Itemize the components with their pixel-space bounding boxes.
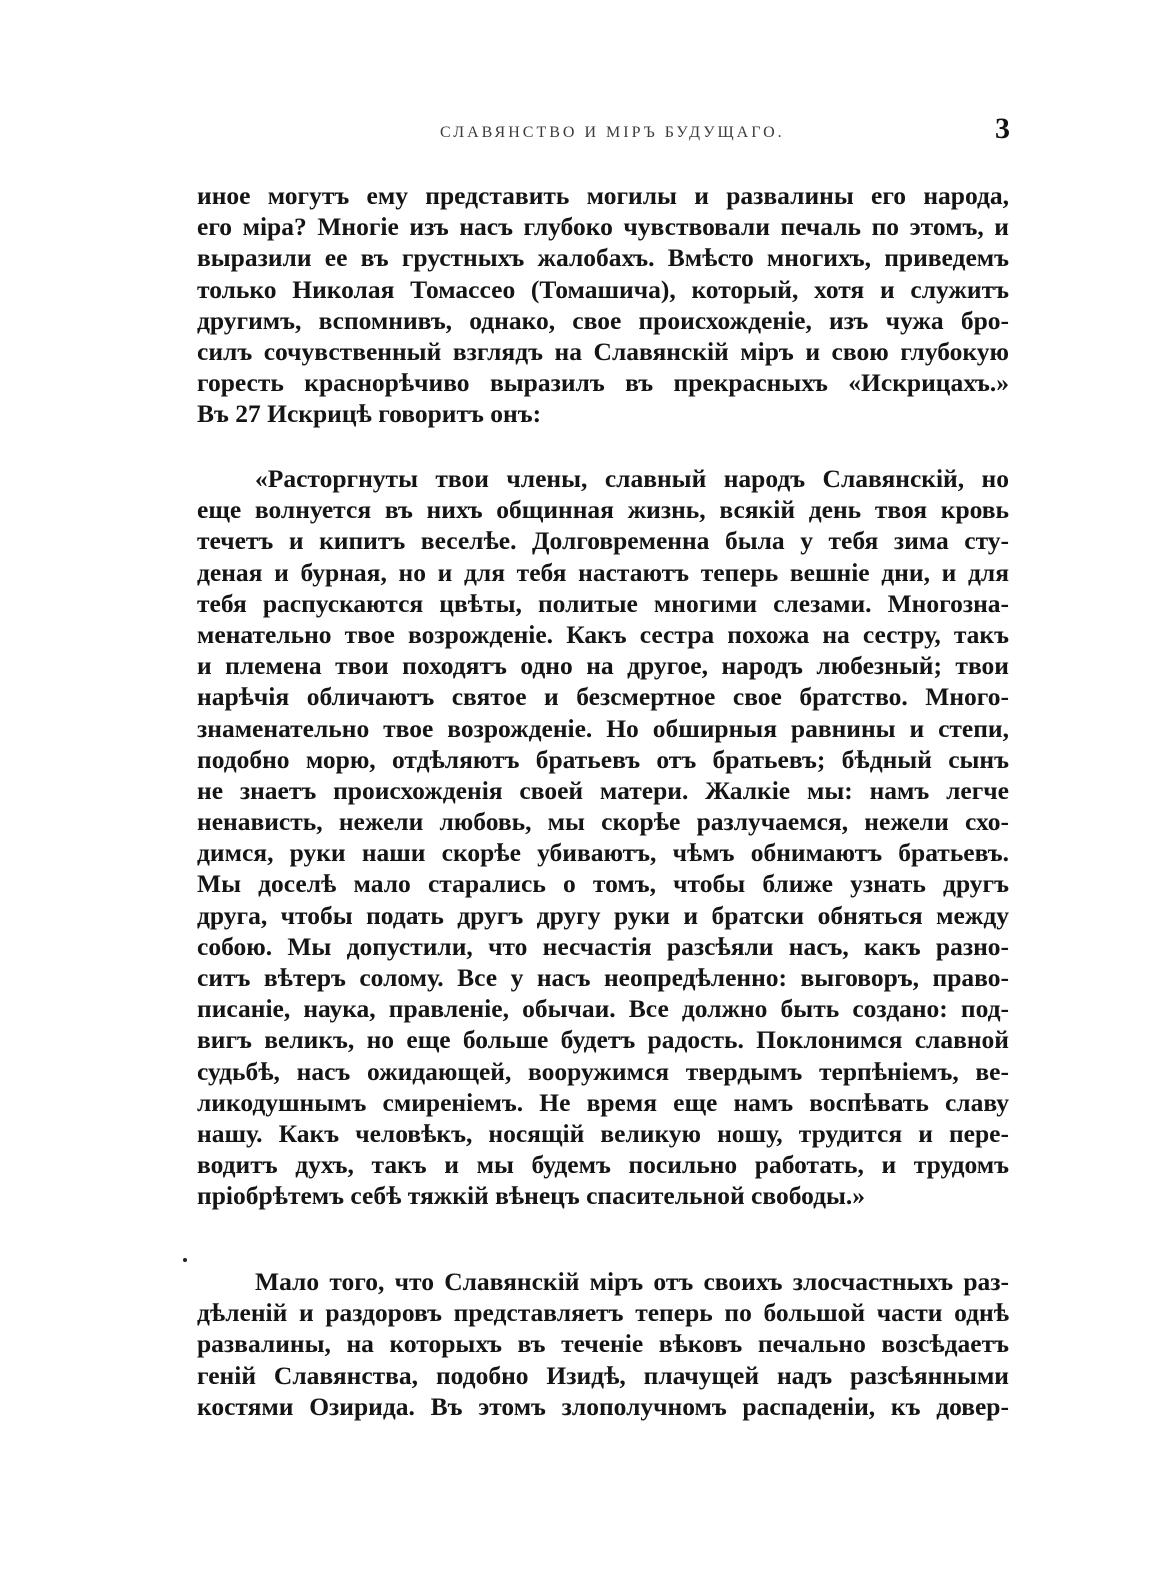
paragraph-1 xyxy=(197,180,1009,430)
text-line: течетъ и кипитъ веселѣе. Долговременна была у тебя зима сту- xyxy=(197,526,1009,556)
text-line: Мало того, что Славянскій міръ отъ своихъ злосчастныхъ раз- xyxy=(255,1267,1009,1296)
paragraph-3 xyxy=(197,1266,1009,1422)
text-line: нарѣчія обличаютъ святое и безсмертное свое братство. Много- xyxy=(197,682,1009,712)
text-line: тебя распускаются цвѣты, политые многими слезами. Многозна- xyxy=(197,588,1009,618)
text-line: другимъ, вспомнивъ, однако, свое происхожденіе, изъ чужа бро- xyxy=(197,305,1009,335)
text-line: подобно морю, отдѣляютъ братьевъ отъ братьевъ; бѣдный сынъ xyxy=(197,744,1009,774)
text-line: костями Озирида. Въ этомъ злополучномъ распаденіи, къ довер- xyxy=(197,1391,1009,1421)
text-line: менательно твое возрожденіе. Какъ сестра похожа на сестру, такъ xyxy=(197,619,1009,649)
text-line: развалины, на которыхъ въ теченіе вѣковъ печально возсѣдаетъ xyxy=(197,1329,1009,1359)
text-line: нашу. Какъ человѣкъ, носящій великую ношу, трудится и пере- xyxy=(197,1118,1009,1148)
text-line: собою. Мы допустили, что несчастія разсѣяли насъ, какъ разно- xyxy=(197,931,1009,961)
text-line: иное могутъ ему представить могилы и развалины его народа, xyxy=(197,181,1009,210)
text-line: горесть краснорѣчиво выразилъ въ прекрасныхъ «Искрицахъ.» xyxy=(197,368,1009,398)
text-line: вигъ великъ, но еще больше будетъ радость. Поклонимся славной xyxy=(197,1025,1009,1055)
page-number: 3 xyxy=(995,112,1010,145)
text-line: знаменательно твое возрожденіе. Но обширныя равнины и степи, xyxy=(197,713,1009,743)
stray-ink-dot xyxy=(183,1258,187,1262)
text-line: Въ 27 Искрицѣ говоритъ онъ: xyxy=(197,399,542,429)
text-line: еще волнуется въ нихъ общинная жизнь, всякій день твоя кровь xyxy=(197,495,1009,525)
text-line: Мы доселѣ мало старались о томъ, чтобы ближе узнать другъ xyxy=(197,869,1009,899)
text-line: дѣленій и раздоровъ представляетъ теперь по большой части однѣ xyxy=(197,1298,1009,1328)
text-line: силъ сочувственный взглядъ на Славянскій міръ и свою глубокую xyxy=(197,336,1009,366)
text-line: водитъ духъ, такъ и мы будемъ посильно работать, и трудомъ xyxy=(197,1150,1009,1180)
text-line: «Расторгнуты твои члены, славный народъ Славянскій, но xyxy=(255,464,1009,493)
text-line: и племена твои походятъ одно на другое, народъ любезный; твои xyxy=(197,651,1009,681)
running-head: СЛАВЯНСТВО И МІРЪ БУДУЩАГО. xyxy=(440,124,785,141)
text-line: его міра? Многіе изъ насъ глубоко чувствовали печаль по этомъ, и xyxy=(197,212,1009,242)
text-line: пріобрѣтемъ себѣ тяжкій вѣнецъ спасительной свободы.» xyxy=(197,1181,866,1211)
text-line: ликодушнымъ смиреніемъ. Не время еще намъ воспѣвать славу xyxy=(197,1087,1009,1117)
text-line: друга, чтобы подать другъ другу руки и братски обняться между xyxy=(197,900,1009,930)
text-line: писаніе, наука, правленіе, обычаи. Все должно быть создано: под- xyxy=(197,994,1009,1024)
text-line: деная и бурная, но и для тебя настаютъ теперь вешніе дни, и для xyxy=(197,557,1009,587)
text-line: выразили ее въ грустныхъ жалобахъ. Вмѣсто многихъ, приведемъ xyxy=(197,243,1009,273)
text-line: судьбѣ, насъ ожидающей, вооружимся твердымъ терпѣніемъ, ве- xyxy=(197,1056,1009,1086)
text-line: ненависть, нежели любовь, мы скорѣе разлучаемся, нежели схо- xyxy=(197,807,1009,837)
text-line: димся, руки наши скорѣе убиваютъ, чѣмъ обнимаютъ братьевъ. xyxy=(197,838,1009,868)
text-line: не знаетъ происхожденія своей матери. Жалкіе мы: намъ легче xyxy=(197,775,1009,805)
text-line: только Николая Томассео (Томашича), который, хотя и служитъ xyxy=(197,274,1009,304)
text-line: геній Славянства, подобно Изидѣ, плачущей надъ разсѣянными xyxy=(197,1360,1009,1390)
paragraph-2-quote xyxy=(197,463,1009,1212)
text-line: ситъ вѣтеръ солому. Все у насъ неопредѣленно: выговоръ, право- xyxy=(197,963,1009,992)
